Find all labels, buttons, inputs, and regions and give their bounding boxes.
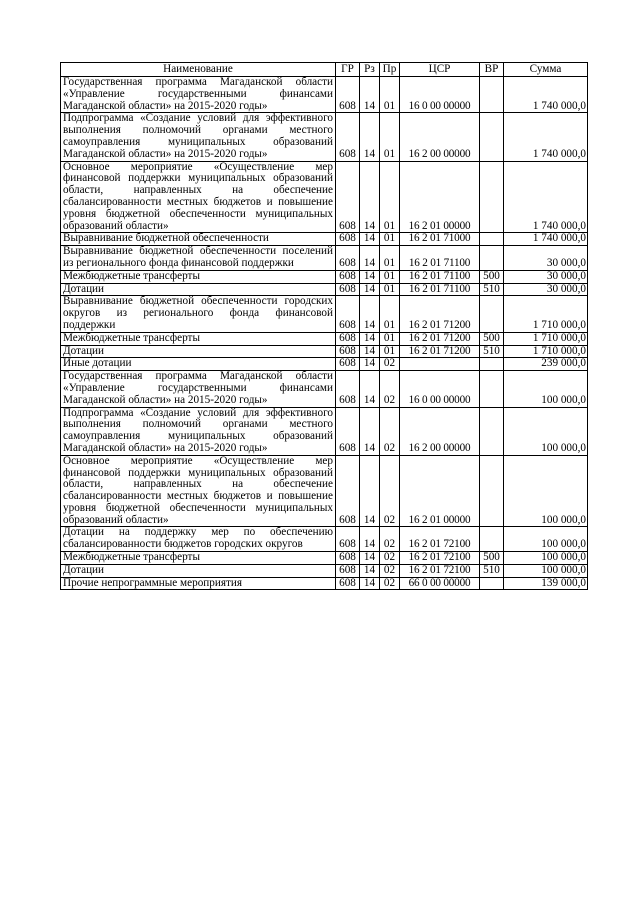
cell-gr: 608 [336,407,360,455]
cell-csr: 66 0 00 00000 [400,577,480,590]
cell-rz: 14 [360,270,380,283]
cell-gr: 608 [336,113,360,161]
table-row [61,527,588,552]
cell-gr: 608 [336,246,360,271]
cell-gr: 608 [336,283,360,296]
cell-csr: 16 2 01 71100 [400,270,480,283]
cell-gr: 608 [336,296,360,332]
cell-sum: 100 000,0 [504,564,588,577]
cell-rz: 14 [360,345,380,358]
cell-csr: 16 2 01 00000 [400,455,480,527]
table-row [61,296,588,332]
cell-sum: 239 000,0 [504,358,588,371]
cell-gr: 608 [336,77,360,113]
col-header-vr: ВР [480,63,504,77]
cell-pr: 01 [380,270,400,283]
cell-pr: 02 [380,577,400,590]
col-header-sum: Сумма [504,63,588,77]
cell-sum: 30 000,0 [504,270,588,283]
cell-rz: 14 [360,407,380,455]
cell-csr: 16 2 01 71100 [400,246,480,271]
cell-pr: 02 [380,358,400,371]
cell-csr: 16 2 00 00000 [400,407,480,455]
cell-sum: 139 000,0 [504,577,588,590]
cell-sum: 1 740 000,0 [504,77,588,113]
cell-gr: 608 [336,552,360,565]
cell-sum: 100 000,0 [504,455,588,527]
cell-vr [480,407,504,455]
cell-gr: 608 [336,270,360,283]
cell-name: Дотации [61,345,336,358]
cell-pr: 01 [380,113,400,161]
cell-name: Государственная программа Магаданской области «Управление государственными финансами Магаданской области» на 2015-2020 годы» [61,77,336,113]
cell-rz: 14 [360,564,380,577]
cell-csr: 16 2 01 71200 [400,296,480,332]
cell-pr: 01 [380,233,400,246]
cell-gr: 608 [336,371,360,407]
table-body [61,77,588,590]
cell-vr: 510 [480,283,504,296]
cell-rz: 14 [360,296,380,332]
cell-vr [480,113,504,161]
cell-name: Выравнивание бюджетной обеспеченности городских округов из регионального фонда финансовой поддержки [61,296,336,332]
cell-name: Подпрограмма «Создание условий для эффективного выполнения полномочий органами местного самоуправления муниципальных образований Магаданской области» на 2015-2020 годы» [61,113,336,161]
cell-gr: 608 [336,332,360,345]
cell-gr: 608 [336,345,360,358]
cell-pr: 01 [380,77,400,113]
cell-vr: 500 [480,332,504,345]
cell-gr: 608 [336,358,360,371]
cell-rz: 14 [360,332,380,345]
cell-sum: 1 740 000,0 [504,233,588,246]
cell-csr: 16 2 00 00000 [400,113,480,161]
cell-pr: 01 [380,332,400,345]
table-row [61,332,588,345]
cell-name: Межбюджетные трансферты [61,270,336,283]
cell-sum: 1 710 000,0 [504,345,588,358]
cell-sum: 100 000,0 [504,407,588,455]
cell-sum: 1 740 000,0 [504,161,588,233]
cell-csr: 16 2 01 72100 [400,552,480,565]
col-header-name: Наименование [61,63,336,77]
table-row [61,161,588,233]
cell-pr: 02 [380,564,400,577]
cell-sum: 100 000,0 [504,552,588,565]
table-row [61,113,588,161]
cell-rz: 14 [360,358,380,371]
col-header-pr: Пр [380,63,400,77]
cell-name: Основное мероприятие «Осуществление мер финансовой поддержки муниципальных образований области, направленных на обеспечение сбалансированности местных бюджетов и повышение уровня бюджетной обеспеченности муниципальных образований области» [61,161,336,233]
cell-rz: 14 [360,552,380,565]
cell-csr: 16 2 01 71000 [400,233,480,246]
cell-sum: 1 710 000,0 [504,296,588,332]
cell-pr: 02 [380,527,400,552]
cell-name: Подпрограмма «Создание условий для эффективного выполнения полномочий органами местного самоуправления муниципальных образований Магаданской области» на 2015-2020 годы» [61,407,336,455]
cell-rz: 14 [360,233,380,246]
cell-name: Выравнивание бюджетной обеспеченности поселений из регионального фонда финансовой поддержки [61,246,336,271]
cell-pr: 02 [380,455,400,527]
cell-sum: 1 740 000,0 [504,113,588,161]
table-row [61,283,588,296]
col-header-gr: ГР [336,63,360,77]
cell-vr: 510 [480,345,504,358]
table-row [61,577,588,590]
cell-csr: 16 2 01 72100 [400,564,480,577]
col-header-csr: ЦСР [400,63,480,77]
cell-pr: 01 [380,345,400,358]
cell-name: Прочие непрограммные мероприятия [61,577,336,590]
table-row [61,246,588,271]
cell-gr: 608 [336,527,360,552]
cell-vr [480,577,504,590]
cell-name: Дотации [61,283,336,296]
cell-sum: 30 000,0 [504,246,588,271]
cell-name: Дотации на поддержку мер по обеспечению сбалансированности бюджетов городских округов [61,527,336,552]
cell-gr: 608 [336,577,360,590]
cell-vr [480,161,504,233]
cell-rz: 14 [360,77,380,113]
cell-rz: 14 [360,527,380,552]
cell-csr: 16 2 01 71100 [400,283,480,296]
table-row [61,455,588,527]
cell-rz: 14 [360,371,380,407]
cell-name: Межбюджетные трансферты [61,332,336,345]
cell-csr: 16 0 00 00000 [400,77,480,113]
cell-gr: 608 [336,233,360,246]
cell-pr: 01 [380,246,400,271]
cell-csr: 16 2 01 00000 [400,161,480,233]
cell-pr: 02 [380,552,400,565]
table-row [61,407,588,455]
cell-pr: 01 [380,283,400,296]
cell-pr: 02 [380,407,400,455]
cell-name: Дотации [61,564,336,577]
table-row [61,270,588,283]
cell-vr: 510 [480,564,504,577]
cell-rz: 14 [360,283,380,296]
header-row [61,63,588,77]
cell-sum: 100 000,0 [504,527,588,552]
cell-csr [400,358,480,371]
table-row [61,564,588,577]
cell-csr: 16 0 00 00000 [400,371,480,407]
col-header-rz: Рз [360,63,380,77]
cell-csr: 16 2 01 71200 [400,332,480,345]
cell-vr [480,233,504,246]
cell-pr: 01 [380,296,400,332]
cell-rz: 14 [360,113,380,161]
cell-name: Государственная программа Магаданской области «Управление государственными финансами Магаданской области» на 2015-2020 годы» [61,371,336,407]
cell-gr: 608 [336,455,360,527]
cell-sum: 100 000,0 [504,371,588,407]
cell-name: Основное мероприятие «Осуществление мер финансовой поддержки муниципальных образований области, направленных на обеспечение сбалансированности местных бюджетов и повышение уровня бюджетной обеспеченности муниципальных образований области» [61,455,336,527]
budget-table [60,62,588,590]
cell-sum: 30 000,0 [504,283,588,296]
table-row [61,552,588,565]
cell-csr: 16 2 01 71200 [400,345,480,358]
cell-name: Иные дотации [61,358,336,371]
table-row [61,77,588,113]
cell-name: Межбюджетные трансферты [61,552,336,565]
cell-name: Выравнивание бюджетной обеспеченности [61,233,336,246]
table-row [61,345,588,358]
cell-rz: 14 [360,161,380,233]
cell-gr: 608 [336,564,360,577]
cell-csr: 16 2 01 72100 [400,527,480,552]
cell-vr [480,358,504,371]
cell-rz: 14 [360,455,380,527]
cell-sum: 1 710 000,0 [504,332,588,345]
table-row [61,371,588,407]
cell-vr [480,527,504,552]
cell-pr: 02 [380,371,400,407]
cell-vr [480,296,504,332]
cell-rz: 14 [360,577,380,590]
cell-rz: 14 [360,246,380,271]
cell-vr [480,371,504,407]
cell-vr [480,77,504,113]
cell-pr: 01 [380,161,400,233]
cell-gr: 608 [336,161,360,233]
cell-vr: 500 [480,552,504,565]
cell-vr [480,455,504,527]
cell-vr [480,246,504,271]
table-row [61,358,588,371]
table-row [61,233,588,246]
cell-vr: 500 [480,270,504,283]
